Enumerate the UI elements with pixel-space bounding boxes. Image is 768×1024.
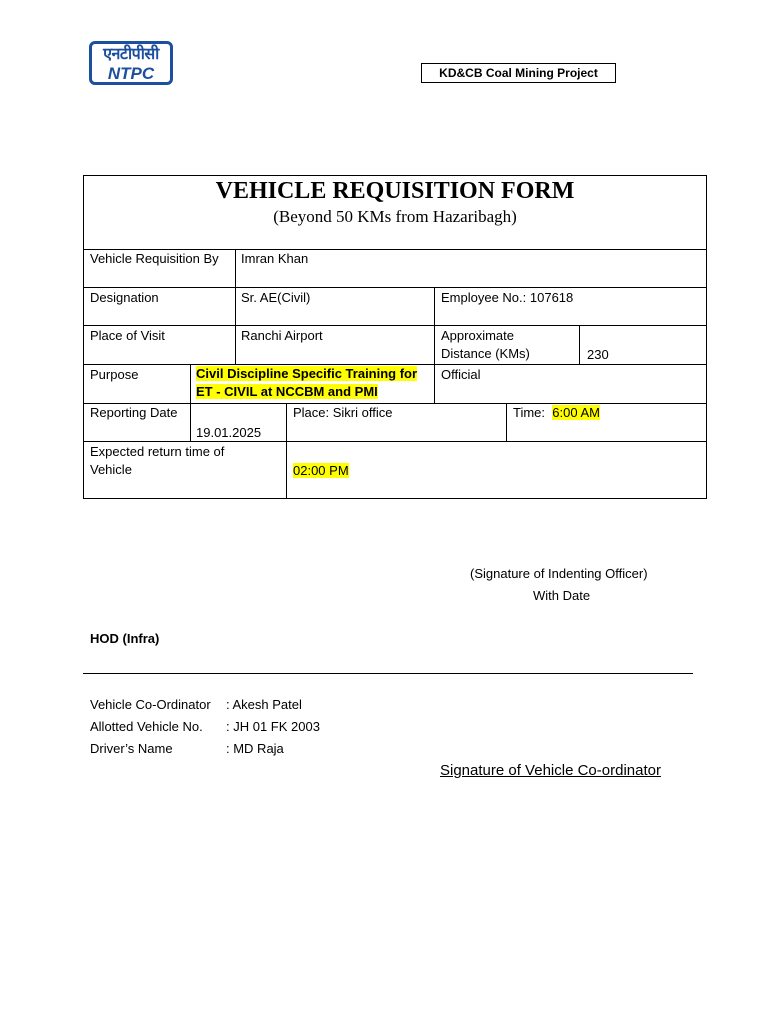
column-divider xyxy=(579,325,580,364)
column-divider xyxy=(506,403,507,441)
section-separator xyxy=(83,673,693,674)
logo-english-text: NTPC xyxy=(107,64,155,83)
approx-distance-label: Approximate Distance (KMs) xyxy=(441,328,530,361)
coordinator-label: Vehicle Co-Ordinator xyxy=(90,697,211,712)
purpose-value xyxy=(196,365,417,401)
reporting-date-label: Reporting Date xyxy=(90,405,178,420)
place-of-visit-label: Place of Visit xyxy=(90,328,165,343)
expected-return-label: Expected return time of Vehicle xyxy=(90,444,225,477)
project-name-box: KD&CB Coal Mining Project xyxy=(421,63,616,83)
coordinator-signature: Signature of Vehicle Co-ordinator xyxy=(440,762,661,779)
ntpc-logo xyxy=(89,41,173,85)
requisition-by-value: Imran Khan xyxy=(241,251,309,266)
logo-hindi-text: एनटीपीसी xyxy=(103,46,159,63)
form-title: VEHICLE REQUISITION FORM xyxy=(215,178,575,204)
driver-name-label: Driver’s Name xyxy=(90,741,173,756)
coordinator-value: : Akesh Patel xyxy=(226,697,302,712)
reporting-time xyxy=(513,404,600,422)
place-of-visit-value: Ranchi Airport xyxy=(241,328,323,343)
hod-label: HOD (Infra) xyxy=(90,631,160,646)
vehicle-no-value: : JH 01 FK 2003 xyxy=(226,719,320,734)
purpose-label: Purpose xyxy=(90,367,139,382)
vehicle-no-label: Allotted Vehicle No. xyxy=(90,719,203,734)
purpose-line-1: Civil Discipline Specific Training for xyxy=(196,366,418,381)
indenting-officer-signature: (Signature of Indenting Officer) xyxy=(470,566,648,581)
column-divider xyxy=(190,364,191,403)
column-divider xyxy=(286,403,287,499)
expected-return-value xyxy=(293,462,349,480)
time-value: 6:00 AM xyxy=(552,405,600,420)
purpose-line-2: ET - CIVIL at NCCBM and PMI xyxy=(196,384,378,399)
employee-number: Employee No.: 107618 xyxy=(441,290,574,305)
row-divider xyxy=(83,441,707,442)
column-divider xyxy=(190,403,191,441)
expected-return-time: 02:00 PM xyxy=(293,463,349,478)
row-divider xyxy=(83,325,707,326)
requisition-by-label: Vehicle Requisition By xyxy=(90,251,219,266)
driver-name-value: : MD Raja xyxy=(226,741,284,756)
reporting-place: Place: Sikri office xyxy=(293,405,393,420)
column-divider xyxy=(235,249,236,364)
with-date-label: With Date xyxy=(533,588,591,603)
column-divider xyxy=(434,364,435,403)
column-divider xyxy=(434,287,435,364)
approx-distance-value: 230 xyxy=(587,347,609,362)
time-label: Time: xyxy=(513,405,546,420)
purpose-type: Official xyxy=(441,367,481,382)
form-subtitle: (Beyond 50 KMs from Hazaribagh) xyxy=(273,207,517,226)
row-divider xyxy=(83,287,707,288)
designation-label: Designation xyxy=(90,290,159,305)
reporting-date-value: 19.01.2025 xyxy=(196,425,262,440)
designation-value: Sr. AE(Civil) xyxy=(241,290,311,305)
